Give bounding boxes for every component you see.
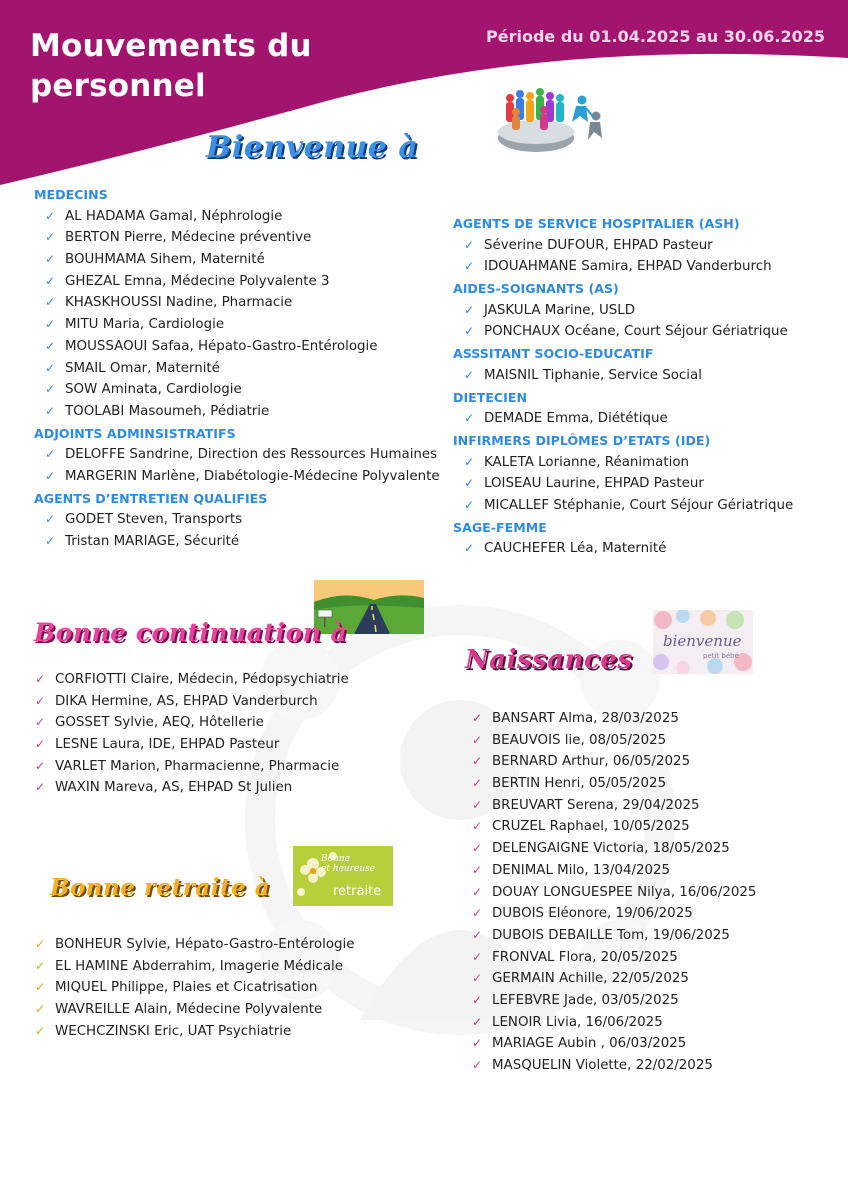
list-item: ✓ MAISNIL Tiphanie, Service Social <box>453 365 843 387</box>
list-item: ✓ EL HAMINE Abderrahim, Imagerie Médicale <box>24 956 424 978</box>
checkmark-icon: ✓ <box>464 237 475 252</box>
list-item: ✓ BERNARD Arthur, 06/05/2025 <box>461 751 841 773</box>
baby-image-subtitle: petit bébé <box>703 652 739 660</box>
checkmark-icon: ✓ <box>472 819 483 834</box>
naissances-list <box>461 708 841 1077</box>
list-item: ✓ CRUZEL Raphael, 10/05/2025 <box>461 816 841 838</box>
checkmark-icon: ✓ <box>472 841 483 856</box>
checkmark-icon: ✓ <box>35 1023 46 1038</box>
checkmark-icon: ✓ <box>472 949 483 964</box>
checkmark-icon: ✓ <box>35 758 46 773</box>
list-item: ✓ DUBOIS Eléonore, 19/06/2025 <box>461 903 841 925</box>
checkmark-icon: ✓ <box>464 324 475 339</box>
retraite-flowers-image <box>293 846 393 906</box>
checkmark-icon: ✓ <box>45 338 56 353</box>
checkmark-icon: ✓ <box>472 797 483 812</box>
team-people-illustration <box>496 82 606 160</box>
list-item: ✓ PONCHAUX Océane, Court Séjour Gériatrique <box>453 321 843 343</box>
category-agents-entretien: AGENTS D’ENTRETIEN QUALIFIES <box>34 490 268 506</box>
checkmark-icon: ✓ <box>464 411 475 426</box>
checkmark-icon: ✓ <box>35 715 46 730</box>
list-item: ✓ AL HADAMA Gamal, Néphrologie <box>34 206 444 228</box>
checkmark-icon: ✓ <box>45 382 56 397</box>
category-sage-femme: SAGE-FEMME <box>453 519 547 535</box>
category-assistant-socio-educatif: ASSSITANT SOCIO-EDUCATIF <box>453 346 654 362</box>
checkmark-icon: ✓ <box>35 980 46 995</box>
checkmark-icon: ✓ <box>45 252 56 267</box>
retraite-image-line2: et heureuse <box>321 864 376 874</box>
list-item: ✓ VARLET Marion, Pharmacienne, Pharmacie <box>24 756 424 778</box>
checkmark-icon: ✓ <box>472 992 483 1007</box>
list-item: ✓ BREUVART Serena, 29/04/2025 <box>461 795 841 817</box>
list-item: ✓ BERTON Pierre, Médecine préventive <box>34 227 444 249</box>
list-item: ✓ DIKA Hermine, AS, EHPAD Vanderburch <box>24 691 424 713</box>
checkmark-icon: ✓ <box>35 958 46 973</box>
continuation-heading: Bonne continuation à <box>34 618 348 647</box>
bienvenue-left-column <box>34 184 444 553</box>
list-item: ✓ BERTIN Henri, 05/05/2025 <box>461 773 841 795</box>
checkmark-icon: ✓ <box>45 230 56 245</box>
checkmark-icon: ✓ <box>464 367 475 382</box>
list-item: ✓ KALETA Lorianne, Réanimation <box>453 452 843 474</box>
category-aides-soignants: AIDES-SOIGNANTS (AS) <box>453 281 619 297</box>
list-item: ✓ JASKULA Marine, USLD <box>453 300 843 322</box>
checkmark-icon: ✓ <box>472 711 483 725</box>
list-item: ✓ SMAIL Omar, Maternité <box>34 358 444 380</box>
list-item: ✓ LOISEAU Laurine, EHPAD Pasteur <box>453 473 843 495</box>
retraite-image-line3: retraite <box>333 884 382 899</box>
list-item: ✓ DENIMAL Milo, 13/04/2025 <box>461 860 841 882</box>
list-item: ✓ FRONVAL Flora, 20/05/2025 <box>461 947 841 969</box>
list-item: ✓ LEFEBVRE Jade, 03/05/2025 <box>461 990 841 1012</box>
bienvenue-right-column <box>453 213 843 560</box>
category-dietecien: DIETECIEN <box>453 389 528 405</box>
checkmark-icon: ✓ <box>472 862 483 877</box>
list-item: ✓ DELENGAIGNE Victoria, 18/05/2025 <box>461 838 841 860</box>
baby-image-title: bienvenue <box>663 632 742 650</box>
retraite-list <box>24 934 424 1042</box>
checkmark-icon: ✓ <box>35 737 46 752</box>
list-item: ✓ KHASKHOUSSI Nadine, Pharmacie <box>34 292 444 314</box>
list-item: ✓ WECHCZINSKI Eric, UAT Psychiatrie <box>24 1021 424 1043</box>
checkmark-icon: ✓ <box>45 360 56 375</box>
checkmark-icon: ✓ <box>472 754 483 769</box>
naissances-heading: Naissances <box>465 645 633 675</box>
checkmark-icon: ✓ <box>45 208 56 223</box>
list-item: ✓ GOSSET Sylvie, AEQ, Hôtellerie <box>24 712 424 734</box>
checkmark-icon: ✓ <box>464 541 475 556</box>
list-item: ✓ Tristan MARIAGE, Sécurité <box>34 531 444 553</box>
list-item: ✓ BOUHMAMA Sihem, Maternité <box>34 249 444 271</box>
checkmark-icon: ✓ <box>464 302 475 317</box>
category-ash: AGENTS DE SERVICE HOSPITALIER (ASH) <box>453 216 740 231</box>
list-item: ✓ BANSART Alma, 28/03/2025 <box>461 708 841 730</box>
title-line-1: Mouvements du <box>30 28 312 64</box>
list-item: ✓ DUBOIS DEBAILLE Tom, 19/06/2025 <box>461 925 841 947</box>
list-item: ✓ WAVREILLE Alain, Médecine Polyvalente <box>24 999 424 1021</box>
bienvenue-bebe-image <box>653 610 753 674</box>
list-item: ✓ MASQUELIN Violette, 22/02/2025 <box>461 1055 841 1077</box>
checkmark-icon: ✓ <box>464 259 475 274</box>
list-item: ✓ TOOLABI Masoumeh, Pédiatrie <box>34 401 444 423</box>
checkmark-icon: ✓ <box>464 497 475 512</box>
checkmark-icon: ✓ <box>45 317 56 332</box>
checkmark-icon: ✓ <box>472 927 483 942</box>
list-item: ✓ MICALLEF Stéphanie, Court Séjour Gériatrique <box>453 495 843 517</box>
list-item: ✓ WAXIN Mareva, AS, EHPAD St Julien <box>24 777 424 799</box>
list-item: ✓ GHEZAL Emna, Médecine Polyvalente 3 <box>34 271 444 293</box>
list-item: ✓ BEAUVOIS lie, 08/05/2025 <box>461 730 841 752</box>
checkmark-icon: ✓ <box>472 732 483 747</box>
list-item: ✓ DOUAY LONGUESPEE Nilya, 16/06/2025 <box>461 882 841 904</box>
list-item: ✓ CORFIOTTI Claire, Médecin, Pédopsychiatrie <box>24 669 424 691</box>
checkmark-icon: ✓ <box>35 780 46 795</box>
continuation-list <box>24 669 424 799</box>
checkmark-icon: ✓ <box>472 1036 483 1051</box>
category-ide: INFIRMERS DIPLÔMES D’ETATS (IDE) <box>453 432 711 448</box>
checkmark-icon: ✓ <box>45 468 56 483</box>
checkmark-icon: ✓ <box>45 403 56 418</box>
checkmark-icon: ✓ <box>472 884 483 899</box>
retraite-heading: Bonne retraite à <box>50 874 271 901</box>
checkmark-icon: ✓ <box>472 1014 483 1029</box>
category-medecins: MEDECINS <box>34 187 108 202</box>
checkmark-icon: ✓ <box>35 693 46 708</box>
bienvenue-heading: Bienvenue à <box>206 130 419 165</box>
checkmark-icon: ✓ <box>472 776 483 791</box>
list-item: ✓ MARGERIN Marlène, Diabétologie-Médecine Polyvalente <box>34 466 444 488</box>
list-item: ✓ LENOIR Livia, 16/06/2025 <box>461 1012 841 1034</box>
checkmark-icon: ✓ <box>35 1002 46 1017</box>
checkmark-icon: ✓ <box>45 295 56 310</box>
list-item: ✓ DELOFFE Sandrine, Direction des Ressources Humaines <box>34 444 444 466</box>
checkmark-icon: ✓ <box>45 512 56 527</box>
checkmark-icon: ✓ <box>45 447 56 462</box>
list-item: ✓ GERMAIN Achille, 22/05/2025 <box>461 968 841 990</box>
checkmark-icon: ✓ <box>472 1058 483 1072</box>
list-item: ✓ BONHEUR Sylvie, Hépato-Gastro-Entérologie <box>24 934 424 956</box>
page-title <box>30 26 312 106</box>
category-adjoints-administratifs: ADJOINTS ADMINSISTRATIFS <box>34 425 236 441</box>
list-item: ✓ MITU Maria, Cardiologie <box>34 314 444 336</box>
retraite-image-line1: Bonne <box>321 854 350 864</box>
checkmark-icon: ✓ <box>472 971 483 986</box>
list-item: ✓ MOUSSAOUI Safaa, Hépato-Gastro-Entérologie <box>34 336 444 358</box>
checkmark-icon: ✓ <box>45 534 56 548</box>
checkmark-icon: ✓ <box>45 273 56 288</box>
checkmark-icon: ✓ <box>472 906 483 921</box>
list-item: ✓ GODET Steven, Transports <box>34 509 444 531</box>
title-line-2: personnel <box>30 68 206 104</box>
checkmark-icon: ✓ <box>35 937 46 951</box>
list-item: ✓ CAUCHEFER Léa, Maternité <box>453 538 843 560</box>
checkmark-icon: ✓ <box>464 454 475 469</box>
checkmark-icon: ✓ <box>464 476 475 491</box>
list-item: ✓ SOW Aminata, Cardiologie <box>34 379 444 401</box>
checkmark-icon: ✓ <box>35 672 46 686</box>
list-item: ✓ LESNE Laura, IDE, EHPAD Pasteur <box>24 734 424 756</box>
list-item: ✓ MIQUEL Philippe, Plaies et Cicatrisation <box>24 977 424 999</box>
period-label: Période du 01.04.2025 au 30.06.2025 <box>486 27 825 46</box>
list-item: ✓ MARIAGE Aubin , 06/03/2025 <box>461 1033 841 1055</box>
list-item: ✓ IDOUAHMANE Samira, EHPAD Vanderburch <box>453 256 843 278</box>
list-item: ✓ DEMADE Emma, Diététique <box>453 408 843 430</box>
list-item: ✓ Séverine DUFOUR, EHPAD Pasteur <box>453 235 843 257</box>
